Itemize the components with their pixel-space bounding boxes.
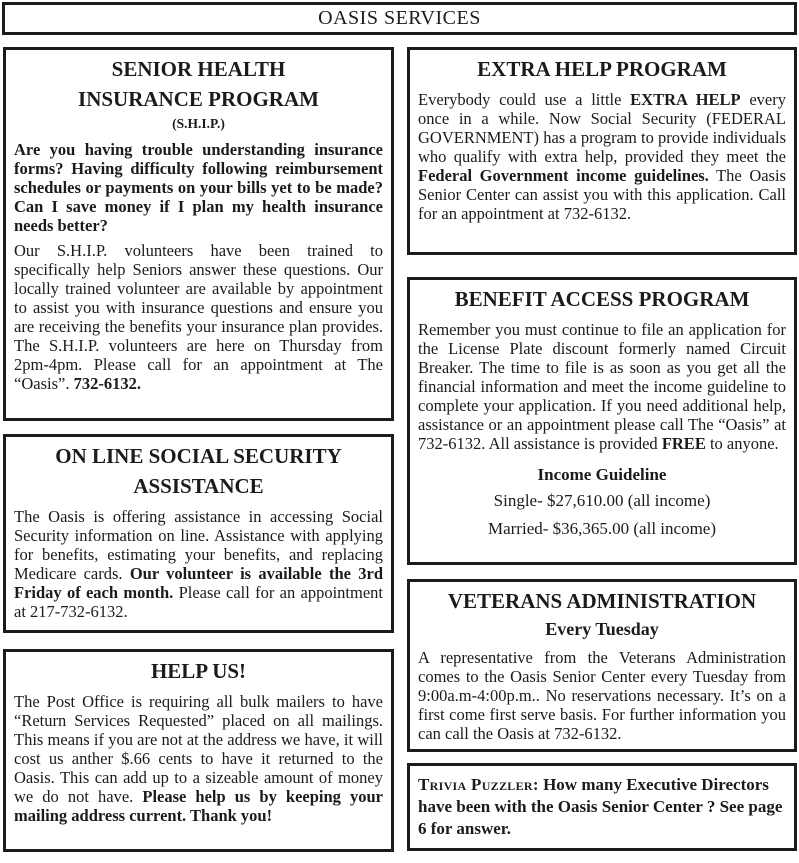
extrahelp-paragraph [418, 90, 786, 223]
section-veterans-administration [407, 579, 797, 752]
section-benefit-access-program [407, 277, 797, 565]
online-title-line-2: ASSISTANCE [133, 474, 264, 498]
online-body-text-2: Please call for an appointment at 217-732-6132. [14, 583, 384, 621]
extrahelp-title: EXTRA HELP PROGRAM [477, 57, 727, 81]
online-volunteer-bold-text: Our volunteer is available the 3rd Friday of each month. [14, 564, 383, 602]
benefit-paragraph [418, 320, 786, 453]
online-paragraph [14, 507, 383, 621]
page-header [2, 2, 797, 35]
benefit-text-2: to anyone. [705, 434, 779, 453]
section-extra-help-program [407, 47, 797, 255]
left-column [3, 47, 394, 852]
helpus-body-text: The Post Office is requiring all bulk mailers to have “Return Services Requested” placed on all mailings. This means if you are not at the address we have, it will cost us anther $.66 cents to have it returned to the Oasis. This can add up to a sizeable amount of money we do not have. [14, 692, 383, 806]
helpus-paragraph [14, 692, 383, 825]
trivia-paragraph [418, 774, 786, 840]
ship-title-line-1: SENIOR HEALTH [111, 57, 286, 81]
section-trivia-puzzler [407, 763, 797, 851]
ship-title-line-2: INSURANCE PROGRAM [78, 87, 319, 111]
page-title: OASIS SERVICES [318, 7, 481, 29]
benefit-text-1: Remember you must continue to file an application for the License Plate discount formerly named Circuit Breaker. The time to file is as soon as you get all the financial information and meet the income guideline to complete your application. If you need additional help, assistance or an appointment please call The “Oasis” at 732-6132. All assistance is provided [418, 320, 786, 453]
ship-body-text: Our S.H.I.P. volunteers have been trained to specifically help Seniors answer these questions. Our locally trained volunteer are available by appointment to assist you with insurance questions and ensure you are receiving the benefits your insurance plan provides. The S.H.I.P. volunteers are here on Thursday from 2pm-4pm. Please call for an appointment at The “Oasis”. [14, 241, 383, 393]
income-guideline-heading: Income Guideline [537, 465, 667, 484]
helpus-title: HELP US! [150, 659, 247, 683]
section-online-social-security [3, 434, 394, 633]
helpus-bold-text: Please help us by keeping your mailing address current. Thank you! [14, 787, 383, 825]
online-body-text-1: The Oasis is offering assistance in accessing Social Security information on line. Assistance with applying for benefits, estimating your benefits, and replacing Medicare cards. [14, 507, 383, 583]
veterans-title: VETERANS ADMINISTRATION [447, 589, 757, 613]
right-column [407, 47, 797, 851]
section-help-us [3, 649, 394, 852]
extrahelp-bold-1: EXTRA HELP [630, 90, 741, 109]
trivia-question: How many Executive Directors have been with the Oasis Senior Center ? See page 6 for answer. [418, 775, 783, 838]
ship-body-paragraph [14, 241, 383, 393]
trivia-label: Trivia Puzzler: [418, 775, 539, 794]
extrahelp-text-2: every once in a while. Now Social Security (FEDERAL GOVERNMENT) has a program to provide individuals who qualify with extra help, provided they meet the [418, 90, 786, 166]
benefit-title: BENEFIT ACCESS PROGRAM [454, 287, 750, 311]
veterans-subtitle: Every Tuesday [545, 619, 659, 639]
extrahelp-text-3: The Oasis Senior Center can assist you with this application. Call for an appointment at 732-6132. [418, 166, 786, 223]
veterans-paragraph: A representative from the Veterans Administration comes to the Oasis Senior Center every Tuesday from 9:00a.m-4:00p.m.. No reservations necessary. It’s on a first come first serve basis. For further information you can call the Oasis at 732-6132. [418, 648, 786, 743]
benefit-free-bold: FREE [661, 434, 706, 453]
income-single-line: Single- $27,610.00 (all income) [493, 491, 711, 510]
extrahelp-text-1: Everybody could use a little [418, 90, 631, 109]
online-title-line-1: ON LINE SOCIAL SECURITY [55, 444, 342, 468]
section-senior-health-insurance [3, 47, 394, 421]
ship-questions-paragraph: Are you having trouble understanding insurance forms? Having difficulty following reimbursement schedules or payments on your bills yet to be made? Can I save money if I plan my health insurance needs better? [14, 140, 383, 235]
extrahelp-bold-2: Federal Government income guidelines. [418, 166, 709, 185]
income-married-line: Married- $36,365.00 (all income) [487, 519, 716, 538]
ship-phone-number: 732-6132. [73, 374, 141, 393]
ship-subtitle: (S.H.I.P.) [172, 116, 225, 131]
